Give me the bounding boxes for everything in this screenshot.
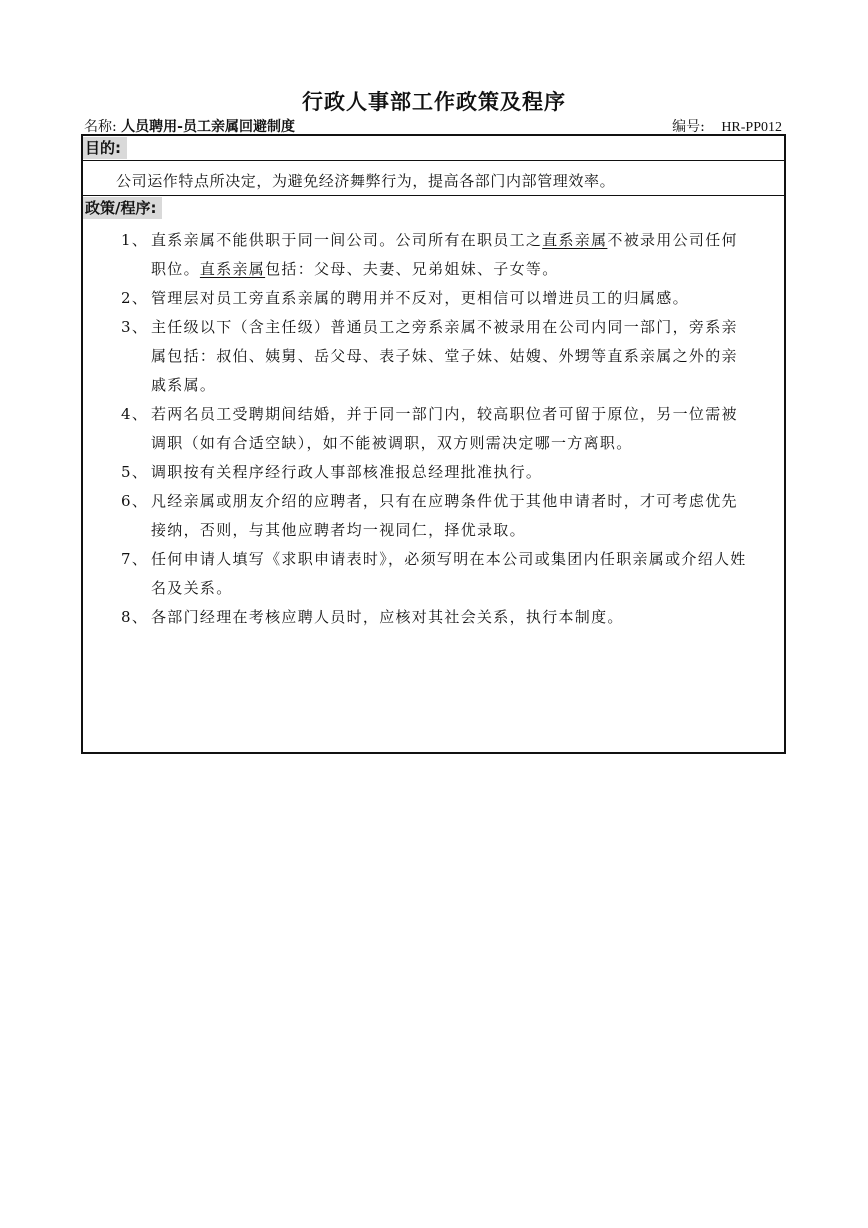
policy-item-line: 各部门经理在考核应聘人员时，应核对其社会关系，执行本制度。 [151, 608, 624, 626]
policy-text: 包括：父母、夫妻、兄弟姐妹、子女等。 [265, 260, 559, 278]
code-label: 编号: [672, 119, 705, 135]
policy-item-line: 若两名员工受聘期间结婚，并于同一部门内，较高职位者可留于原位，另一位需被 [151, 405, 738, 423]
policy-item-4 [121, 400, 783, 458]
policy-text: 直系亲属不能供职于同一间公司。公司所有在职员工之 [151, 231, 543, 249]
policy-item-line: 凡经亲属或朋友介绍的应聘者，只有在应聘条件优于其他申请者时，才可考虑优先 [151, 492, 738, 510]
policy-item-line: 调职（如有合适空缺），如不能被调职，双方则需决定哪一方离职。 [151, 434, 633, 452]
policy-item-number: 6、 [121, 492, 149, 510]
policy-item-number: 7、 [121, 550, 149, 568]
policy-item-line: 名及关系。 [151, 579, 233, 597]
policy-item-line: 任何申请人填写《求职申请表时》，必须写明在本公司或集团内任职亲属或介绍人姓 [151, 550, 747, 568]
policy-item-number: 5、 [121, 463, 149, 481]
name-value: 人员聘用-员工亲属回避制度 [121, 119, 295, 135]
policy-text: 不被录用公司任何 [607, 231, 738, 249]
policy-item-line: 接纳，否则，与其他应聘者均一视同仁，择优录取。 [151, 521, 526, 539]
document-name [84, 116, 295, 136]
policy-item-line [151, 255, 783, 284]
policy-item-line: 戚系属。 [151, 376, 217, 394]
policy-item-7 [121, 545, 783, 603]
policy-item-line: 主任级以下（含主任级）普通员工之旁系亲属不被录用在公司内同一部门，旁系亲 [151, 318, 738, 336]
policy-list [121, 226, 783, 632]
document-meta-row [82, 116, 788, 134]
policy-item-5 [121, 458, 783, 487]
policy-heading: 政策/程序: [83, 197, 162, 219]
policy-item-number: 4、 [121, 405, 149, 423]
policy-item-1 [121, 226, 783, 284]
policy-table [81, 134, 786, 754]
code-value: HR-PP012 [721, 120, 782, 135]
section-divider [83, 195, 784, 196]
policy-item-2 [121, 284, 783, 313]
document-code [672, 116, 782, 136]
document-title: 行政人事部工作政策及程序 [302, 89, 566, 114]
underlined-term: 直系亲属 [542, 231, 608, 249]
underlined-term: 直系亲属 [199, 260, 266, 278]
policy-item-number: 3、 [121, 318, 149, 336]
purpose-heading-divider [83, 160, 784, 161]
policy-item-line: 属包括：叔伯、姨舅、岳父母、表子妹、堂子妹、姑嫂、外甥等直系亲属之外的亲 [151, 347, 738, 365]
policy-text: 职位。 [151, 260, 200, 278]
policy-item-line: 调职按有关程序经行政人事部核准报总经理批准执行。 [151, 463, 543, 481]
purpose-text: 公司运作特点所决定，为避免经济舞弊行为，提高各部门内部管理效率。 [116, 172, 616, 190]
policy-item-number: 8、 [121, 608, 149, 626]
policy-item-number: 2、 [121, 289, 149, 307]
policy-item-3 [121, 313, 783, 400]
policy-item-number: 1、 [121, 231, 149, 249]
policy-item-6 [121, 487, 783, 545]
name-label: 名称: [84, 119, 117, 135]
policy-item-8 [121, 603, 783, 632]
policy-item-line: 管理层对员工旁直系亲属的聘用并不反对，更相信可以增进员工的归属感。 [151, 289, 689, 307]
purpose-heading: 目的: [83, 137, 127, 159]
policy-item-line [151, 226, 783, 255]
